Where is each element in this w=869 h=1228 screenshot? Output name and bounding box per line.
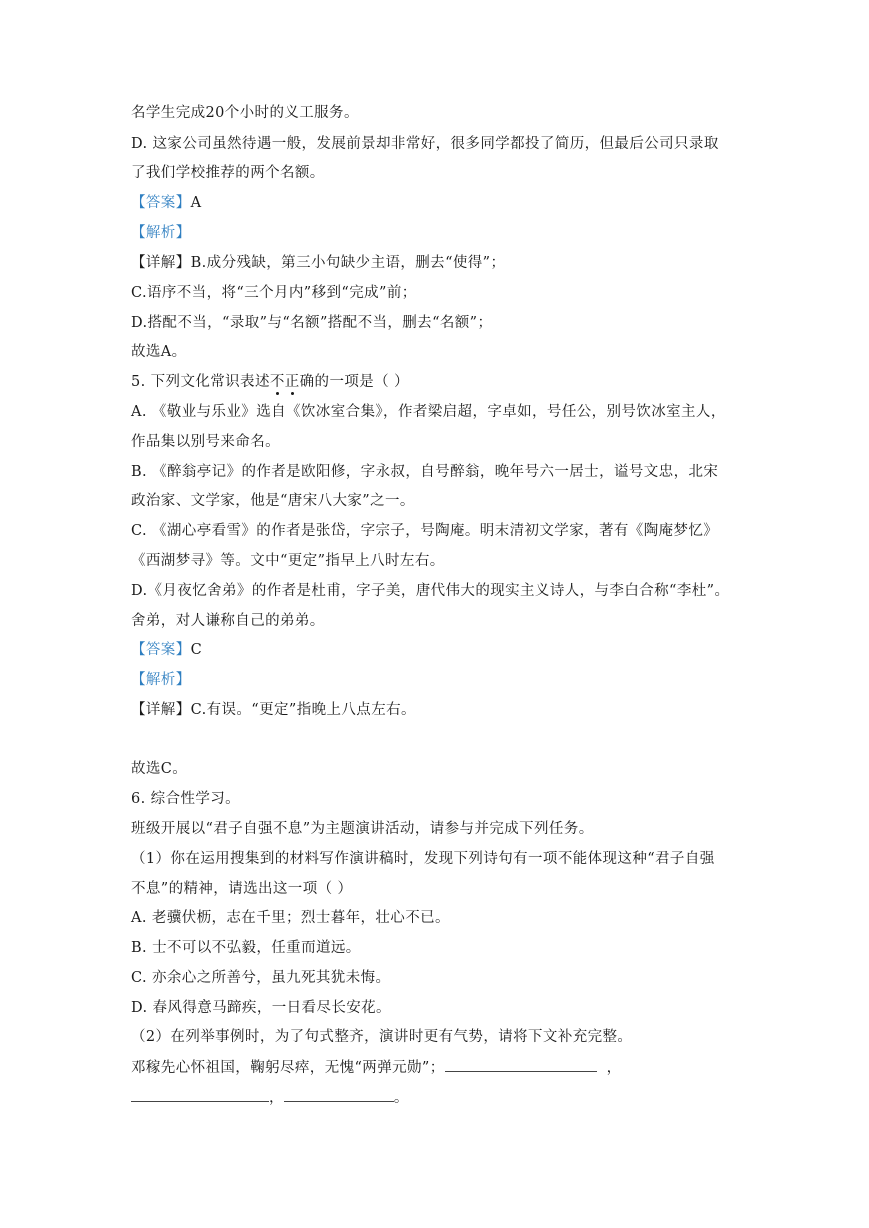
text-line: 了我们学校推荐的两个名额。 bbox=[131, 165, 325, 181]
text-line: 《西湖梦寻》等。文中“更定”指早上八时左右。 bbox=[131, 553, 445, 569]
answer-line bbox=[131, 193, 201, 213]
answer-blank[interactable] bbox=[284, 1087, 394, 1102]
analysis-label: 【解析】 bbox=[131, 672, 191, 688]
answer-label: 【答案】 bbox=[131, 195, 191, 211]
text-line: D.搭配不当，“录取”与“名额”搭配不当，删去“名额”； bbox=[131, 315, 493, 331]
answer-label: 【答案】 bbox=[131, 642, 191, 658]
subquestion-2-line: （2）在列举事例时，为了句式整齐，演讲时更有气势，请将下文补充完整。 bbox=[131, 1029, 633, 1045]
option-b-line: B. 《醉翁亭记》的作者是欧阳修，字永叔，自号醉翁，晚年号六一居士，谥号文忠，北宋 bbox=[131, 464, 719, 480]
text-line: 舍弟，对人谦称自己的弟弟。 bbox=[131, 613, 325, 629]
option-a-line: A. 老骥伏枥，志在千里；烈士暮年，壮心不已。 bbox=[131, 910, 450, 926]
text-line: 班级开展以“君子自强不息”为主题演讲活动，请参与并完成下列任务。 bbox=[131, 821, 594, 837]
conclusion-line: 故选A。 bbox=[131, 344, 187, 360]
answer-blank[interactable] bbox=[131, 1087, 269, 1102]
option-a-line: A. 《敬业与乐业》选自《饮冰室合集》，作者梁启超，字卓如，号任公，别号饮冰室主人， bbox=[131, 404, 726, 420]
answer-value: A bbox=[190, 195, 202, 211]
fill-in-prompt: 邓稼先心怀祖国，鞠躬尽瘁，无愧“两弹元勋”； bbox=[131, 1060, 445, 1076]
option-d-line: D.《月夜忆舍弟》的作者是杜甫，字子美，唐代伟大的现实主义诗人，与李白合称“李杜”。 bbox=[131, 583, 730, 599]
detail-line: 【详解】B.成分残缺，第三小句缺少主语，删去“使得”； bbox=[131, 255, 506, 271]
punctuation: 。 bbox=[393, 1090, 409, 1106]
emphasis-char: 不 bbox=[269, 374, 285, 390]
text-line: 不息”的精神，请选出这一项（ ） bbox=[131, 881, 353, 897]
fill-in-line bbox=[131, 1057, 622, 1078]
text-line: 名学生完成20个小时的义工服务。 bbox=[131, 105, 359, 121]
punctuation: ， bbox=[606, 1060, 622, 1076]
detail-line: 【详解】C.有误。“更定”指晚上八点左右。 bbox=[131, 702, 416, 718]
option-c-line: C. 《湖心亭看雪》的作者是张岱，字宗子，号陶庵。明末清初文学家，著有《陶庵梦忆》 bbox=[131, 523, 719, 539]
punctuation: ， bbox=[269, 1090, 284, 1106]
option-b-line: B. 士不可以不弘毅，任重而道远。 bbox=[131, 940, 361, 956]
stem-text: 5. 下列文化常识表述 bbox=[131, 374, 270, 390]
text-line: 作品集以别号来命名。 bbox=[131, 434, 280, 450]
answer-value: C bbox=[190, 642, 203, 658]
question-5-stem bbox=[131, 372, 409, 392]
text-line: C.语序不当，将“三个月内”移到“完成”前； bbox=[131, 285, 417, 301]
option-d-line: D. 春风得意马蹄疾，一日看尽长安花。 bbox=[131, 1000, 391, 1016]
conclusion-line: 故选C。 bbox=[131, 761, 188, 777]
emphasis-char: 正 bbox=[284, 374, 300, 390]
answer-line bbox=[131, 640, 202, 660]
answer-blank[interactable] bbox=[445, 1057, 597, 1072]
question-6-title: 6. 综合性学习。 bbox=[131, 791, 241, 807]
stem-text: 确的一项是（ ） bbox=[299, 374, 409, 390]
option-d-line: D. 这家公司虽然待遇一般，发展前景却非常好，很多同学都投了简历，但最后公司只录取 bbox=[131, 136, 719, 152]
analysis-label: 【解析】 bbox=[131, 225, 191, 241]
text-line: 政治家、文学家，他是“唐宋八大家”之一。 bbox=[131, 493, 415, 509]
subquestion-1-line: （1）你在运用搜集到的材料写作演讲稿时，发现下列诗句有一项不能体现这种“君子自强 bbox=[131, 851, 715, 867]
fill-in-line bbox=[131, 1087, 409, 1108]
option-c-line: C. 亦余心之所善兮，虽九死其犹未悔。 bbox=[131, 970, 391, 986]
